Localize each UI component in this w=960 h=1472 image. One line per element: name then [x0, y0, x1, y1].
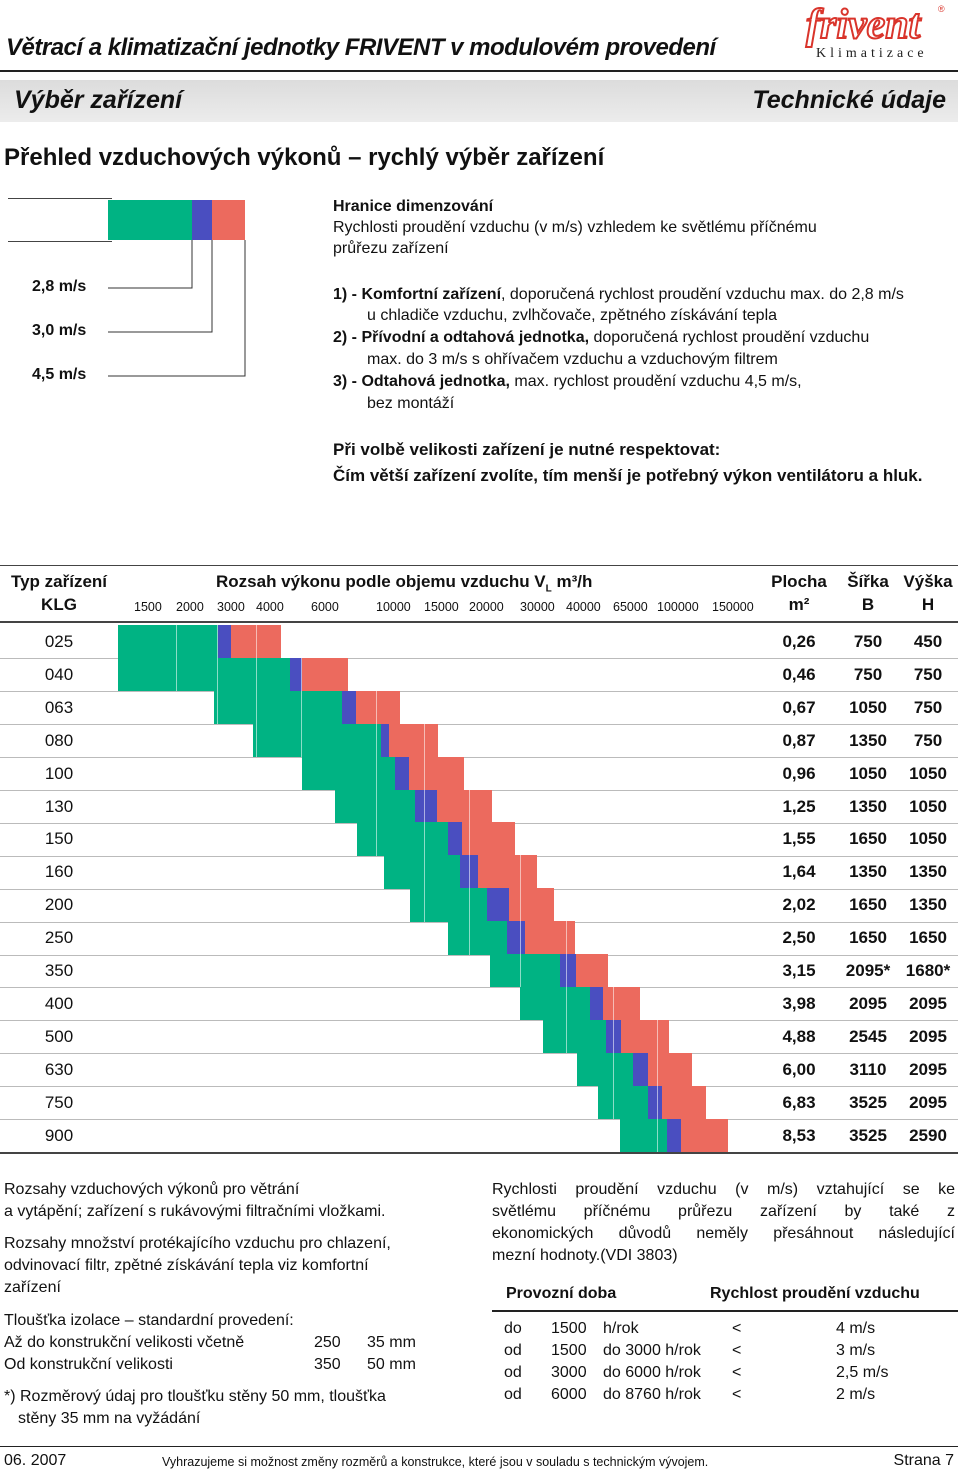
row-width: 2545 — [849, 1026, 887, 1046]
speed-row-c: do 8760 h/rok — [603, 1386, 701, 1403]
grid-line — [256, 724, 257, 758]
range-bar-exhaust — [603, 987, 640, 1021]
grid-line — [376, 757, 377, 791]
row-area: 1,25 — [782, 796, 816, 816]
row-width: 1350 — [849, 796, 887, 816]
grid-line — [424, 724, 425, 758]
range-bar-supply — [507, 921, 525, 955]
row-type: 025 — [44, 632, 74, 651]
note-right-l3: ekonomických důvodů neměly přesáhnout následující — [492, 1225, 955, 1242]
range-bar-exhaust — [356, 691, 400, 725]
grid-line — [217, 658, 218, 692]
range-bar-exhaust — [576, 954, 608, 988]
range-bar-exhaust — [302, 658, 348, 692]
speed-row-d: < — [732, 1364, 742, 1381]
col-range-label: Rozsah výkonu podle objemu vzduchu $V_L$ m³/h — [216, 572, 593, 595]
row-width: 1650 — [849, 829, 887, 849]
legend-item-2-line2: max. do 3 m/s s ohřívačem vzduchu a vzduchovým filtrem — [367, 351, 778, 368]
frivent-logo — [804, 2, 952, 60]
row-type: 250 — [44, 928, 74, 948]
speed-row-c: do 3000 h/rok — [603, 1342, 701, 1359]
grid-line — [566, 1020, 567, 1054]
legend-speed-2: 3,0 m/s — [32, 322, 87, 339]
legend-speed-1: 2,8 m/s — [32, 278, 87, 295]
legend-subtitle-1: Rychlosti proudění vzduchu (v m/s) vzhledem ke světlému příčnému — [333, 219, 817, 236]
grid-line — [217, 625, 218, 659]
row-type: 350 — [44, 961, 74, 980]
row-width: 1350 — [849, 730, 887, 750]
range-bar-comfort — [302, 757, 395, 791]
footer-rule — [0, 1446, 958, 1447]
row-divider — [0, 955, 958, 956]
row-divider — [0, 724, 958, 725]
row-height: 450 — [913, 632, 943, 651]
range-bar-supply — [381, 724, 389, 758]
range-bar-comfort — [448, 921, 507, 955]
range-bar-comfort — [490, 954, 560, 988]
row-area: 2,50 — [782, 928, 816, 948]
grid-line — [256, 658, 257, 692]
axis-tick-label: 20000 — [469, 600, 504, 614]
row-height: 2095 — [909, 1059, 947, 1079]
speed-row-e: 4 m/s — [836, 1320, 876, 1337]
speed-row-d: < — [732, 1342, 742, 1359]
row-height: 2095 — [909, 1026, 947, 1046]
logo-wordmark: frivent — [806, 2, 921, 48]
speed-row-d: < — [732, 1320, 742, 1337]
grid-line — [424, 790, 425, 824]
grid-line — [657, 1119, 658, 1153]
grid-line — [256, 691, 257, 725]
grid-line — [613, 1053, 614, 1087]
row-type: 130 — [44, 796, 74, 816]
row-area: 3,98 — [782, 993, 816, 1013]
speed-row-a: od — [504, 1386, 522, 1403]
legend-item-1: 1) - Komfortní zařízení, doporučená rychlost proudění vzduchu max. do 2,8 m/s — [333, 286, 904, 303]
axis-tick-label: 15000 — [424, 600, 459, 614]
speed-row-a: od — [504, 1364, 522, 1381]
row-height: 1350 — [909, 862, 947, 882]
row-height: 1680* — [905, 961, 951, 980]
range-bar-exhaust — [648, 1053, 692, 1087]
axis-tick-label: 3000 — [217, 600, 245, 614]
grid-line — [376, 822, 377, 856]
grid-line — [469, 855, 470, 889]
legend-swatch-green — [108, 200, 192, 240]
note-left-p2-l2: odvinovací filtr, zpětné získávání tepla viz komfortní — [4, 1257, 369, 1274]
registered-mark: ® — [938, 4, 945, 14]
range-bar-comfort — [520, 987, 590, 1021]
row-width: 3525 — [849, 1125, 887, 1145]
row-height: 1350 — [909, 895, 947, 915]
footer-date: 06. 2007 — [4, 1452, 67, 1469]
insulation-row1-size: 250 — [314, 1334, 341, 1351]
range-bar-supply — [633, 1053, 648, 1087]
row-height: 1050 — [909, 796, 947, 816]
axis-tick-label: 150000 — [712, 600, 754, 614]
row-area: 3,15 — [782, 961, 816, 980]
row-area: 0,96 — [782, 763, 816, 783]
legend-speed-3: 4,5 m/s — [32, 366, 87, 383]
row-divider — [0, 691, 958, 692]
row-width: 2095 — [849, 993, 887, 1013]
legend-swatch-blue — [192, 200, 212, 240]
note-left-p1-l2: a vytápění; zařízení s rukávovými filtračními vložkami. — [4, 1203, 386, 1220]
row-width: 3525 — [849, 1092, 887, 1112]
axis-tick-label: 10000 — [376, 600, 411, 614]
page-heading: Přehled vzduchových výkonů – rychlý výběr zařízení — [4, 144, 605, 171]
speed-row-b: 1500 — [551, 1342, 587, 1359]
grid-line — [469, 822, 470, 856]
row-width: 1050 — [849, 763, 887, 783]
logo-subtitle: Klimatizace — [816, 46, 928, 60]
row-area: 4,88 — [782, 1026, 816, 1046]
row-width: 1650 — [849, 895, 887, 915]
row-type: 750 — [44, 1092, 74, 1112]
row-area: 8,53 — [782, 1125, 816, 1145]
row-area: 0,87 — [782, 730, 816, 750]
col-height-label: Výška — [903, 572, 953, 591]
grid-line — [376, 691, 377, 725]
grid-line — [469, 921, 470, 955]
grid-line — [301, 724, 302, 758]
footnote-l1: *) Rozměrový údaj pro tloušťku stěny 50 mm, tloušťka — [4, 1388, 386, 1405]
legend-title: Hranice dimenzování — [333, 198, 494, 215]
grid-line — [176, 625, 177, 659]
note-left-p1-l1: Rozsahy vzduchových výkonů pro větrání — [4, 1181, 300, 1198]
grid-line — [613, 987, 614, 1021]
grid-line — [566, 921, 567, 955]
grid-line — [301, 658, 302, 692]
range-bar-supply — [487, 888, 509, 922]
range-bar-comfort — [214, 691, 342, 725]
row-height: 2590 — [909, 1125, 947, 1145]
row-divider — [0, 1053, 958, 1054]
range-bar-comfort — [543, 1020, 606, 1054]
range-bar-comfort — [357, 822, 448, 856]
speed-row-e: 3 m/s — [836, 1342, 876, 1359]
legend-item-3: 3) - Odtahová jednotka, max. rychlost proudění vzduchu 4,5 m/s, — [333, 373, 802, 390]
note-left-p2-l3: zařízení — [4, 1279, 61, 1296]
row-type: 150 — [44, 829, 74, 849]
speed-row-a: do — [504, 1320, 522, 1337]
insulation-row1-thickness: 35 mm — [367, 1334, 416, 1351]
range-bar-comfort — [620, 1119, 667, 1153]
legend-item-2: 2) - Přívodní a odtahová jednotka, doporučená rychlost proudění vzduchu — [333, 329, 870, 346]
row-area: 0,26 — [782, 632, 816, 651]
speed-row-a: od — [504, 1342, 522, 1359]
grid-line — [424, 822, 425, 856]
row-area: 1,55 — [782, 829, 816, 849]
row-area: 0,46 — [782, 664, 816, 684]
grid-line — [424, 855, 425, 889]
legend-item-3-line2: bez montáží — [367, 395, 455, 412]
note-heading: Při volbě velikosti zařízení je nutné respektovat: — [333, 440, 721, 459]
range-bar-comfort — [118, 658, 290, 692]
row-width: 1350 — [849, 862, 887, 882]
row-width: 750 — [853, 664, 883, 684]
footer-page: Strana 7 — [893, 1452, 954, 1469]
range-bar-comfort — [253, 724, 381, 758]
grid-line — [376, 724, 377, 758]
range-bar-comfort — [577, 1053, 633, 1087]
range-bar-supply — [590, 987, 603, 1021]
row-height: 750 — [913, 697, 943, 717]
range-bar-comfort — [410, 888, 487, 922]
axis-tick-label: 2000 — [176, 600, 204, 614]
range-bar-comfort — [384, 855, 460, 889]
range-bar-exhaust — [621, 1020, 669, 1054]
grid-line — [424, 757, 425, 791]
grid-line — [256, 625, 257, 659]
col-area-label: Plocha — [771, 572, 827, 591]
row-height: 2095 — [909, 1092, 947, 1112]
row-area: 0,67 — [782, 697, 816, 717]
row-type: 040 — [44, 664, 74, 684]
col-width-label: Šířka — [847, 572, 889, 591]
speed-row-c: h/rok — [603, 1320, 639, 1337]
range-bar-supply — [648, 1086, 662, 1120]
row-type: 400 — [44, 993, 74, 1013]
doc-title: Větrací a klimatizační jednotky FRIVENT v modulovém provedení — [6, 34, 716, 61]
section-right: Technické údaje — [752, 86, 946, 114]
speed-row-e: 2 m/s — [836, 1386, 876, 1403]
row-type: 200 — [44, 895, 74, 915]
speed-row-b: 1500 — [551, 1320, 587, 1337]
legend-swatch-red — [212, 200, 245, 240]
section-left: Výběr zařízení — [14, 86, 183, 114]
range-bar-comfort — [335, 790, 415, 824]
col-area-unit: m² — [788, 595, 810, 614]
row-area: 6,83 — [782, 1092, 816, 1112]
range-bar-comfort — [598, 1086, 648, 1120]
range-bar-exhaust — [509, 888, 554, 922]
range-bar-supply — [342, 691, 356, 725]
range-bar-exhaust — [525, 921, 575, 955]
grid-line — [520, 954, 521, 988]
row-divider — [0, 1119, 958, 1120]
grid-line — [424, 888, 425, 922]
grid-line — [217, 691, 218, 725]
row-type: 100 — [44, 763, 74, 783]
grid-line — [520, 855, 521, 889]
axis-tick-label: 4000 — [256, 600, 284, 614]
range-bar-supply — [218, 625, 231, 659]
grid-line — [469, 888, 470, 922]
row-height: 1650 — [909, 928, 947, 948]
col-height-sub: H — [921, 595, 935, 614]
insulation-row2-label: Od konstrukční velikosti — [4, 1356, 173, 1373]
note-right-l2: světlému příčnému průřezu zařízení by také z — [492, 1203, 955, 1220]
row-divider — [0, 1086, 958, 1087]
col-width-sub: B — [861, 595, 875, 614]
row-area: 2,02 — [782, 895, 816, 915]
row-type: 630 — [44, 1059, 74, 1079]
row-width: 1050 — [849, 697, 887, 717]
row-area: 1,64 — [782, 862, 816, 882]
axis-tick-label: 100000 — [657, 600, 699, 614]
row-area: 6,00 — [782, 1059, 816, 1079]
grid-line — [301, 691, 302, 725]
grid-line — [613, 1020, 614, 1054]
row-type: 900 — [44, 1125, 74, 1145]
grid-line — [657, 1053, 658, 1087]
row-divider — [0, 987, 958, 988]
row-type: 500 — [44, 1026, 74, 1046]
range-bar-supply — [560, 954, 576, 988]
grid-line — [566, 987, 567, 1021]
header-rule — [0, 70, 958, 72]
note-left-p3-l1: Tloušťka izolace – standardní provedení: — [4, 1312, 294, 1329]
row-height: 1050 — [909, 763, 947, 783]
footnote-l2: stěny 35 mm na vyžádání — [18, 1410, 201, 1427]
axis-tick-label: 40000 — [566, 600, 601, 614]
row-height: 1050 — [909, 829, 947, 849]
insulation-row2-size: 350 — [314, 1356, 341, 1373]
legend-subtitle-2: průřezu zařízení — [333, 240, 449, 257]
row-type: 063 — [44, 697, 74, 717]
row-height: 2095 — [909, 993, 947, 1013]
note-text: Čím větší zařízení zvolíte, tím menší je potřebný výkon ventilátoru a hluk. — [333, 466, 923, 485]
note-left-p2-l1: Rozsahy množství protékajícího vzduchu pro chlazení, — [4, 1235, 391, 1252]
speed-row-e: 2,5 m/s — [836, 1364, 889, 1381]
range-bar-supply — [448, 822, 462, 856]
row-width: 1650 — [849, 928, 887, 948]
range-bar-supply — [395, 757, 409, 791]
range-bar-comfort — [118, 625, 218, 659]
speed-row-c: do 6000 h/rok — [603, 1364, 701, 1381]
legend-leader-lines — [0, 240, 260, 380]
range-bar-exhaust — [662, 1086, 706, 1120]
row-divider — [0, 757, 958, 758]
note-right-l1: Rychlosti proudění vzduchu (v m/s) vztahující se ke — [492, 1181, 955, 1198]
speed-row-b: 3000 — [551, 1364, 587, 1381]
speed-table-col1: Provozní doba — [506, 1285, 617, 1302]
row-type: 160 — [44, 862, 74, 882]
range-bar-exhaust — [389, 724, 438, 758]
row-width: 3110 — [849, 1059, 887, 1079]
speed-table-col2: Rychlost proudění vzduchu — [710, 1285, 920, 1302]
col-type-label: Typ zařízení — [10, 572, 108, 591]
insulation-row1-label: Až do konstrukční velikosti včetně — [4, 1334, 245, 1351]
row-divider — [0, 1020, 958, 1021]
grid-line — [613, 1086, 614, 1120]
grid-line — [657, 1020, 658, 1054]
axis-tick-label: 65000 — [613, 600, 648, 614]
range-bar-supply — [415, 790, 437, 824]
row-type: 080 — [44, 730, 74, 750]
col-type-sub: KLG — [41, 595, 77, 614]
range-bar-exhaust — [409, 757, 464, 791]
note-right-l4: mezní hodnoty.(VDI 3803) — [492, 1247, 678, 1264]
range-bar-exhaust — [478, 855, 537, 889]
range-bar-exhaust — [437, 790, 492, 824]
axis-tick-label: 6000 — [311, 600, 339, 614]
axis-tick-label: 1500 — [134, 600, 162, 614]
speed-row-b: 6000 — [551, 1386, 587, 1403]
grid-line — [469, 790, 470, 824]
grid-line — [520, 888, 521, 922]
row-width: 2095* — [845, 961, 891, 980]
footer-disclaimer: Vyhrazujeme si možnost změny rozměrů a konstrukce, které jsou v souladu s technickým vývojem. — [162, 1455, 709, 1469]
grid-line — [657, 1086, 658, 1120]
legend-item-1-line2: u chladiče vzduchu, zvlhčovače, zpětného získávání tepla — [367, 307, 778, 324]
grid-line — [520, 921, 521, 955]
row-height: 750 — [913, 664, 943, 684]
axis-tick-label: 30000 — [520, 600, 555, 614]
row-height: 750 — [913, 730, 943, 750]
speed-row-d: < — [732, 1386, 742, 1403]
insulation-row2-thickness: 50 mm — [367, 1356, 416, 1373]
row-width: 750 — [853, 632, 883, 651]
grid-line — [176, 658, 177, 692]
range-bar-exhaust — [681, 1119, 728, 1153]
grid-line — [376, 790, 377, 824]
range-bar-supply — [667, 1119, 681, 1153]
grid-line — [566, 954, 567, 988]
